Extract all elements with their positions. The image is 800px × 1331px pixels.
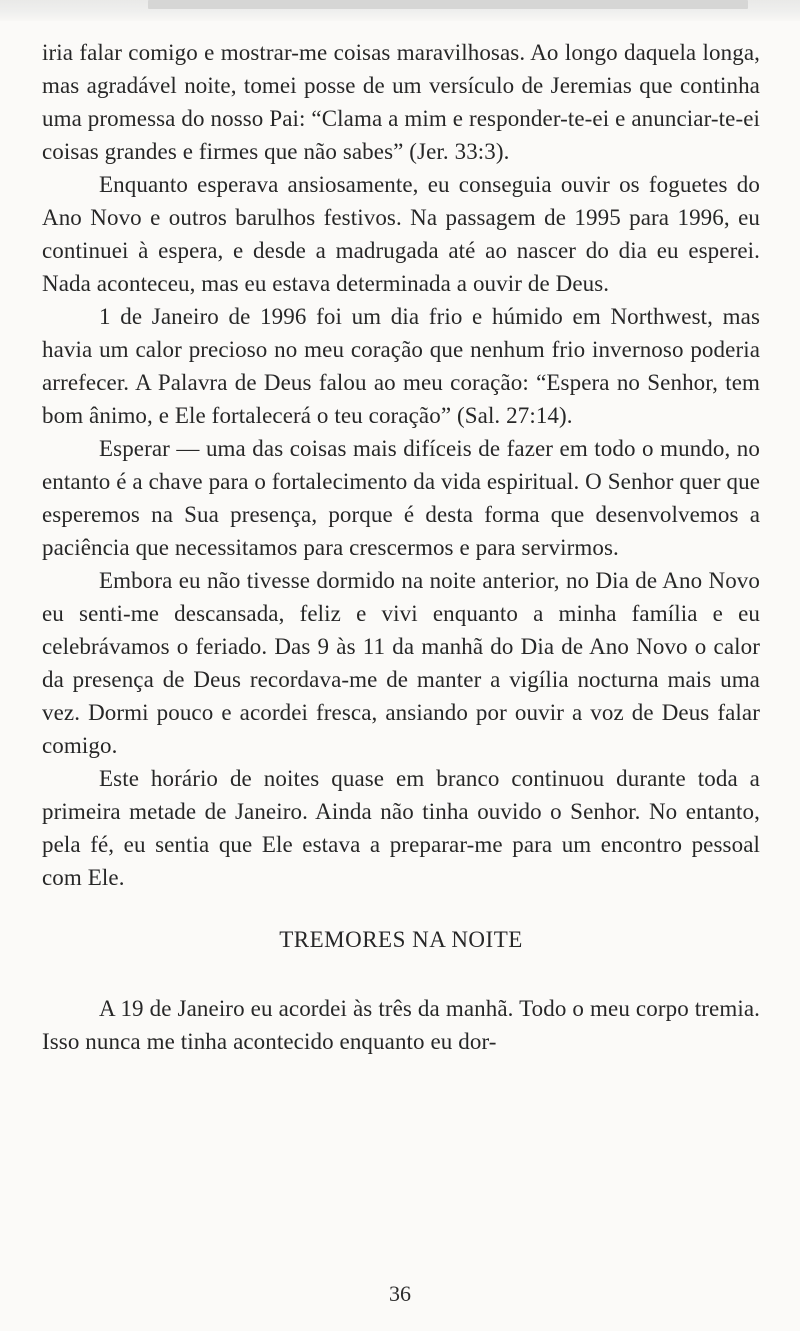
paragraph: iria falar comigo e mostrar-me coisas maravilhosas. Ao longo daquela longa, mas agradável noite, tomei posse de um versículo de Jeremias que continha uma promessa do nosso Pai: “Clama a mim e responder-te-ei e anunciar-te-ei coisas grandes e firmes que não sabes” (Jer. 33:3). bbox=[42, 40, 760, 164]
paragraph: Embora eu não tivesse dormido na noite anterior, no Dia de Ano Novo eu senti-me descansada, feliz e vivi enquanto a minha família e eu celebrávamos o feriado. Das 9 às 11 da manhã do Dia de Ano Novo o calor da presença de Deus recordava-me de manter a vigília nocturna mais uma vez. Dormi pouco e acordei fresca, ansiando por ouvir a voz de Deus falar comigo. bbox=[42, 568, 760, 758]
paragraph: 1 de Janeiro de 1996 foi um dia frio e húmido em Northwest, mas havia um calor precioso no meu coração que nenhum frio invernoso poderia arrefecer. A Palavra de Deus falou ao meu coração: “Espera no Senhor, tem bom ânimo, e Ele fortalecerá o teu coração” (Sal. 27:14). bbox=[42, 304, 760, 428]
paragraph: A 19 de Janeiro eu acordei às três da manhã. Todo o meu corpo tremia. Isso nunca me tinha acontecido enquanto eu dor- bbox=[42, 996, 760, 1054]
section-heading: TREMORES NA NOITE bbox=[279, 927, 523, 952]
paragraph: Enquanto esperava ansiosamente, eu conseguia ouvir os foguetes do Ano Novo e outros barulhos festivos. Na passagem de 1995 para 1996, eu continuei à espera, e desde a madrugada até ao nascer do dia eu esperei. Nada aconteceu, mas eu estava determinada a ouvir de Deus. bbox=[42, 172, 760, 296]
paragraph: Esperar — uma das coisas mais difíceis de fazer em todo o mundo, no entanto é a chave para o fortalecimento da vida espiritual. O Senhor quer que esperemos na Sua presença, porque é desta forma que desenvolvemos a paciência que necessitamos para crescermos e para servirmos. bbox=[42, 436, 760, 560]
paragraph: Este horário de noites quase em branco continuou durante toda a primeira metade de Janeiro. Ainda não tinha ouvido o Senhor. No entanto, pela fé, eu sentia que Ele estava a preparar-me para um encontro pessoal com Ele. bbox=[42, 766, 760, 890]
page-number: 36 bbox=[389, 1281, 411, 1306]
